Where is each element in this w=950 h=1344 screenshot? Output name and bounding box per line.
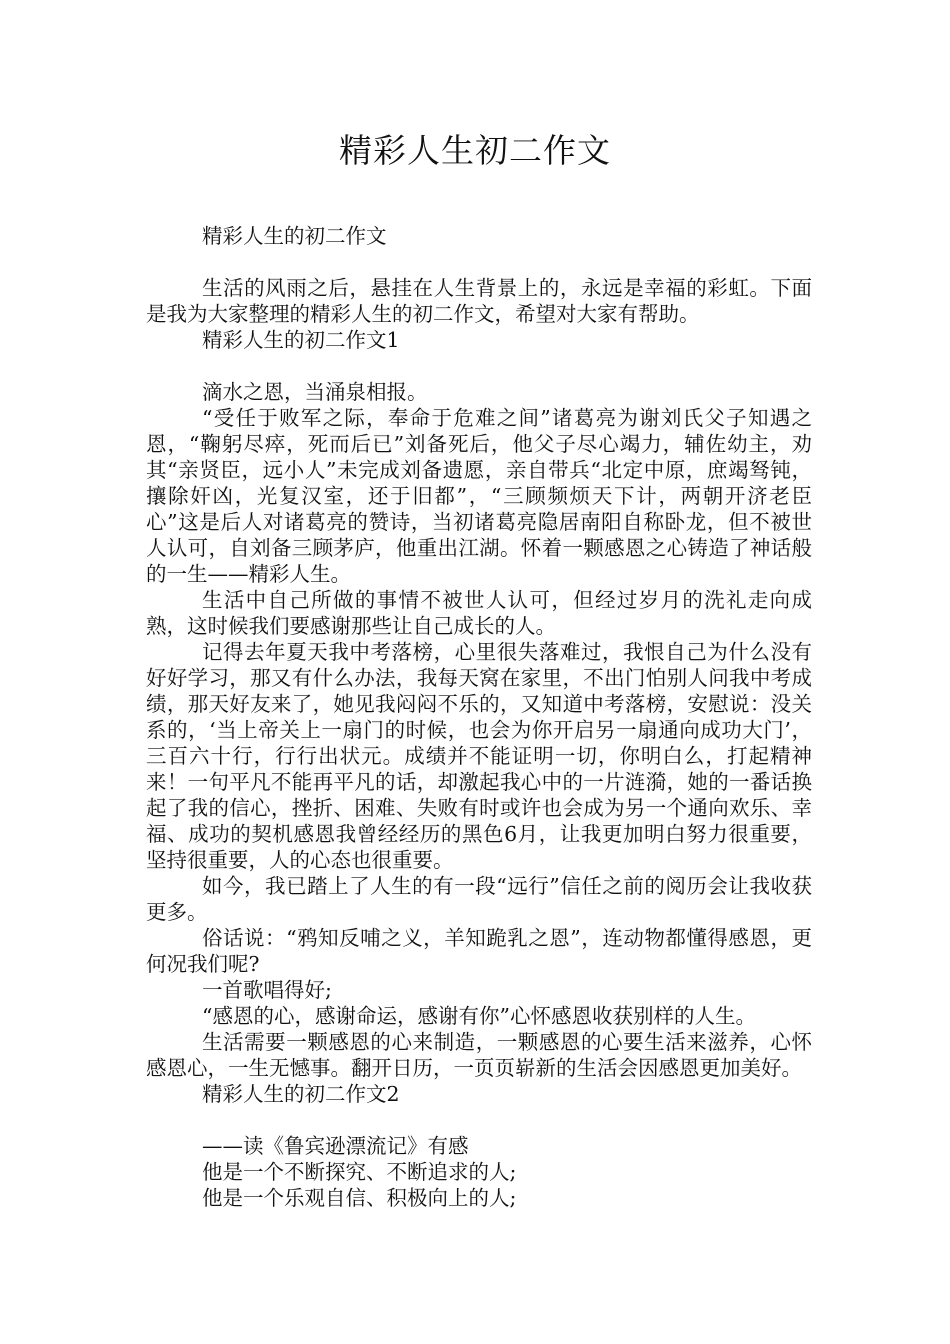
body-paragraph: 记得去年夏天我中考落榜，心里很失落难过，我恨自己为什么没有好好学习，那又有什么办法，我每天窝在家里，不出门怕别人问我中考成绩，那天好友来了，她见我闷闷不乐的，又知道中考落榜，安慰说：没关系的，‘当上帝关上一扇门的时候，也会为你开启另一扇通向成功大门’，三百六十行，行行出状元。成绩并不能证明一切，你明白么，打起精神来！一句平凡不能再平凡的话，却激起我心中的一片涟漪，她的一番话换起了我的信心，挫折、困难、失败有时或许也会成为另一个通向欢乐、幸福、成功的契机感恩我曾经经历的黑色6月，让我更加明白努力很重要，坚持很重要，人的心态也很重要。 bbox=[146, 640, 812, 872]
body-paragraph: “感恩的心，感谢命运，感谢有你”心怀感恩收获别样的人生。 bbox=[202, 1004, 756, 1028]
document-title: 精彩人生初二作文 bbox=[339, 131, 611, 170]
intro-paragraph: 生活的风雨之后，悬挂在人生背景上的，永远是幸福的彩虹。下面是我为大家整理的精彩人生的初二作文，希望对大家有帮助。 bbox=[146, 276, 812, 326]
body-paragraph: 生活中自己所做的事情不被世人认可，但经过岁月的洗礼走向成熟，这时候我们要感谢那些让自己成长的人。 bbox=[146, 588, 812, 638]
body-paragraph: 生活需要一颗感恩的心来制造，一颗感恩的心要生活来滋养，心怀感恩心，一生无憾事。翻开日历，一页页崭新的生活会因感恩更加美好。 bbox=[146, 1030, 812, 1080]
body-paragraph: “受任于败军之际，奉命于危难之间”诸葛亮为谢刘氏父子知遇之恩，“鞠躬尽瘁，死而后已”刘备死后，他父子尽心竭力，辅佐幼主，劝其“亲贤臣，远小人”未完成刘备遗愿，亲自带兵“北定中原，庶竭驽钝，攘除奸凶，光复汉室，还于旧都”，“三顾频烦天下计，两朝开济老臣心”这是后人对诸葛亮的赞诗，当初诸葛亮隐居南阳自称卧龙，但不被世人认可，自刘备三顾茅庐，他重出江湖。怀着一颗感恩之心铸造了神话般的一生——精彩人生。 bbox=[146, 406, 812, 586]
body-paragraph: 如今，我已踏上了人生的有一段“远行”信任之前的阅历会让我收获更多。 bbox=[146, 874, 812, 924]
body-paragraph: 一首歌唱得好; bbox=[202, 978, 332, 1002]
document-body bbox=[146, 223, 812, 1211]
section-heading: 精彩人生的初二作文 bbox=[202, 224, 387, 248]
body-paragraph: 他是一个乐观自信、积极向上的人; bbox=[202, 1186, 517, 1210]
essay-2-subtitle: ——读《鲁宾逊漂流记》有感 bbox=[202, 1134, 469, 1158]
body-paragraph: 俗话说：“鸦知反哺之义，羊知跪乳之恩”，连动物都懂得感恩，更何况我们呢? bbox=[146, 926, 812, 976]
body-paragraph: 他是一个不断探究、不断追求的人; bbox=[202, 1160, 517, 1184]
essay-1-heading: 精彩人生的初二作文1 bbox=[202, 328, 400, 352]
body-paragraph: 滴水之恩，当涌泉相报。 bbox=[202, 380, 428, 404]
essay-2-heading: 精彩人生的初二作文2 bbox=[202, 1082, 400, 1106]
